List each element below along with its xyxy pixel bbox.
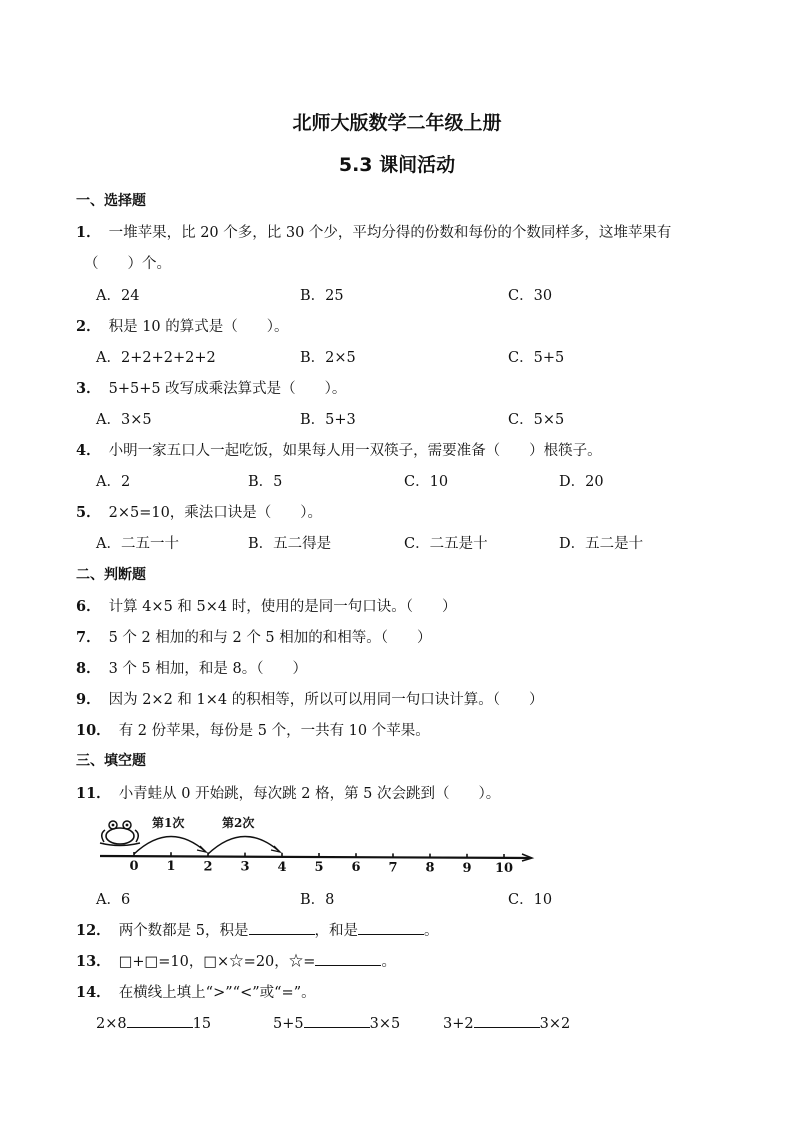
- question-number: 12．: [76, 922, 111, 939]
- option-b[interactable]: B．5: [248, 474, 283, 490]
- option-a[interactable]: A．2+2+2+2+2: [96, 350, 216, 366]
- question-text: 积是 10 的算式是（ ）。: [108, 319, 289, 335]
- question-text: 5+5+5 改写成乘法算式是（ ）。: [108, 381, 347, 397]
- question-7: [76, 626, 432, 647]
- question-12: [76, 919, 439, 940]
- tick-label: 1: [166, 859, 176, 875]
- jump-label-2: 第2次: [222, 816, 255, 830]
- jump-arc-2: [208, 836, 280, 854]
- question-number: 2．: [76, 318, 101, 335]
- option-b[interactable]: B．5+3: [300, 412, 356, 428]
- option-c[interactable]: C．5×5: [508, 412, 565, 428]
- option-a[interactable]: A．2: [96, 474, 131, 490]
- question-11: [76, 782, 500, 803]
- compare-right: 3×5: [369, 1016, 401, 1032]
- compare-left: 2×8: [96, 1016, 127, 1032]
- question-2: [76, 315, 289, 336]
- option-c[interactable]: C．10: [404, 474, 449, 490]
- option-c[interactable]: C．10: [508, 892, 553, 908]
- option-a[interactable]: A．24: [96, 288, 140, 304]
- question-1-line2: （ ）个。: [84, 256, 171, 272]
- compare-item-3: [443, 1013, 570, 1032]
- question-text: ，和是: [314, 923, 359, 939]
- answer-blank[interactable]: [474, 1013, 540, 1028]
- question-text: □+□=10，□×☆=20，☆=: [118, 954, 316, 970]
- question-5: [76, 501, 322, 522]
- jump-arc-1: [134, 836, 206, 854]
- option-a[interactable]: A．6: [96, 892, 131, 908]
- page-subtitle: 5.3 课间活动: [338, 154, 456, 176]
- tick-label: 10: [494, 861, 514, 875]
- option-c[interactable]: C．30: [508, 288, 553, 304]
- question-number: 13．: [76, 953, 111, 970]
- option-b[interactable]: B．25: [300, 288, 344, 304]
- compare-right: 15: [192, 1016, 212, 1032]
- section-choice: 一、选择题: [76, 193, 146, 209]
- option-c[interactable]: C．二五是十: [404, 536, 488, 552]
- question-number: 11．: [76, 785, 111, 802]
- tick-label: 4: [277, 859, 287, 875]
- question-text: 一堆苹果，比 20 个多，比 30 个少，平均分得的份数和每份的个数同样多，这堆苹果有: [108, 225, 672, 241]
- frog-icon: [100, 821, 140, 846]
- question-6: [76, 595, 456, 616]
- section-fill: 三、填空题: [76, 753, 146, 769]
- question-number: 1．: [76, 224, 101, 241]
- compare-item-1: [96, 1013, 211, 1032]
- option-d[interactable]: D．五二是十: [559, 536, 644, 552]
- question-number: 3．: [76, 380, 101, 397]
- question-number: 9．: [76, 691, 101, 708]
- question-number: 5．: [76, 504, 101, 521]
- number-line-axis: [100, 856, 530, 858]
- question-3: [76, 377, 346, 398]
- option-b[interactable]: B．五二得是: [248, 536, 332, 552]
- number-line-figure: [96, 810, 536, 875]
- tick-label: 0: [129, 859, 139, 874]
- tick-label: 2: [203, 859, 213, 875]
- question-10: [76, 719, 430, 740]
- question-13: [76, 950, 396, 971]
- compare-left: 3+2: [443, 1016, 474, 1032]
- question-number: 14．: [76, 984, 111, 1001]
- jump-label-1: 第1次: [152, 816, 185, 830]
- question-text: 因为 2×2 和 1×4 的积相等，所以可以用同一句口诀计算。（ ）: [108, 692, 544, 708]
- option-b[interactable]: B．2×5: [300, 350, 356, 366]
- compare-item-2: [273, 1013, 400, 1032]
- question-9: [76, 688, 543, 709]
- question-number: 4．: [76, 442, 101, 459]
- section-judge: 二、判断题: [76, 567, 146, 583]
- tick-label: 6: [351, 860, 361, 875]
- question-14: [76, 981, 316, 1002]
- question-4: [76, 439, 602, 460]
- tick-label: 3: [240, 859, 250, 875]
- question-text: 小青蛙从 0 开始跳，每次跳 2 格，第 5 次会跳到（ ）。: [118, 786, 501, 802]
- answer-blank[interactable]: [315, 951, 381, 966]
- question-text: 两个数都是 5，积是: [118, 923, 249, 939]
- question-text: 3 个 5 相加，和是 8。（ ）: [108, 661, 307, 677]
- option-a[interactable]: A．3×5: [96, 412, 152, 428]
- question-number: 7．: [76, 629, 101, 646]
- option-a[interactable]: A．二五一十: [96, 536, 179, 552]
- option-c[interactable]: C．5+5: [508, 350, 565, 366]
- compare-right: 3×2: [539, 1016, 571, 1032]
- question-text: 小明一家五口人一起吃饭，如果每人用一双筷子，需要准备（ ）根筷子。: [108, 443, 602, 459]
- question-text: 。: [381, 954, 396, 970]
- question-number: 6．: [76, 598, 101, 615]
- answer-blank[interactable]: [127, 1013, 193, 1028]
- question-8: [76, 657, 307, 678]
- option-b[interactable]: B．8: [300, 892, 335, 908]
- question-text: 。: [424, 923, 439, 939]
- compare-left: 5+5: [273, 1016, 304, 1032]
- answer-blank[interactable]: [358, 920, 424, 935]
- tick-label: 9: [462, 860, 472, 875]
- question-text: 有 2 份苹果，每份是 5 个，一共有 10 个苹果。: [118, 723, 430, 739]
- tick-label: 5: [314, 860, 324, 875]
- question-number: 10．: [76, 722, 111, 739]
- answer-blank[interactable]: [249, 920, 315, 935]
- question-text: 计算 4×5 和 5×4 时，使用的是同一句口诀。（ ）: [108, 599, 457, 615]
- tick-label: 8: [425, 860, 435, 875]
- answer-blank[interactable]: [304, 1013, 370, 1028]
- question-number: 8．: [76, 660, 101, 677]
- page-title: 北师大版数学二年级上册: [292, 112, 502, 134]
- question-1: [76, 221, 671, 242]
- question-text: 5 个 2 相加的和与 2 个 5 相加的和相等。（ ）: [108, 630, 432, 646]
- tick-label: 7: [388, 860, 398, 875]
- question-text: 在横线上填上“>”“<”或“=”。: [118, 985, 316, 1001]
- question-text: 2×5=10，乘法口诀是（ ）。: [108, 505, 323, 521]
- option-d[interactable]: D．20: [559, 474, 604, 490]
